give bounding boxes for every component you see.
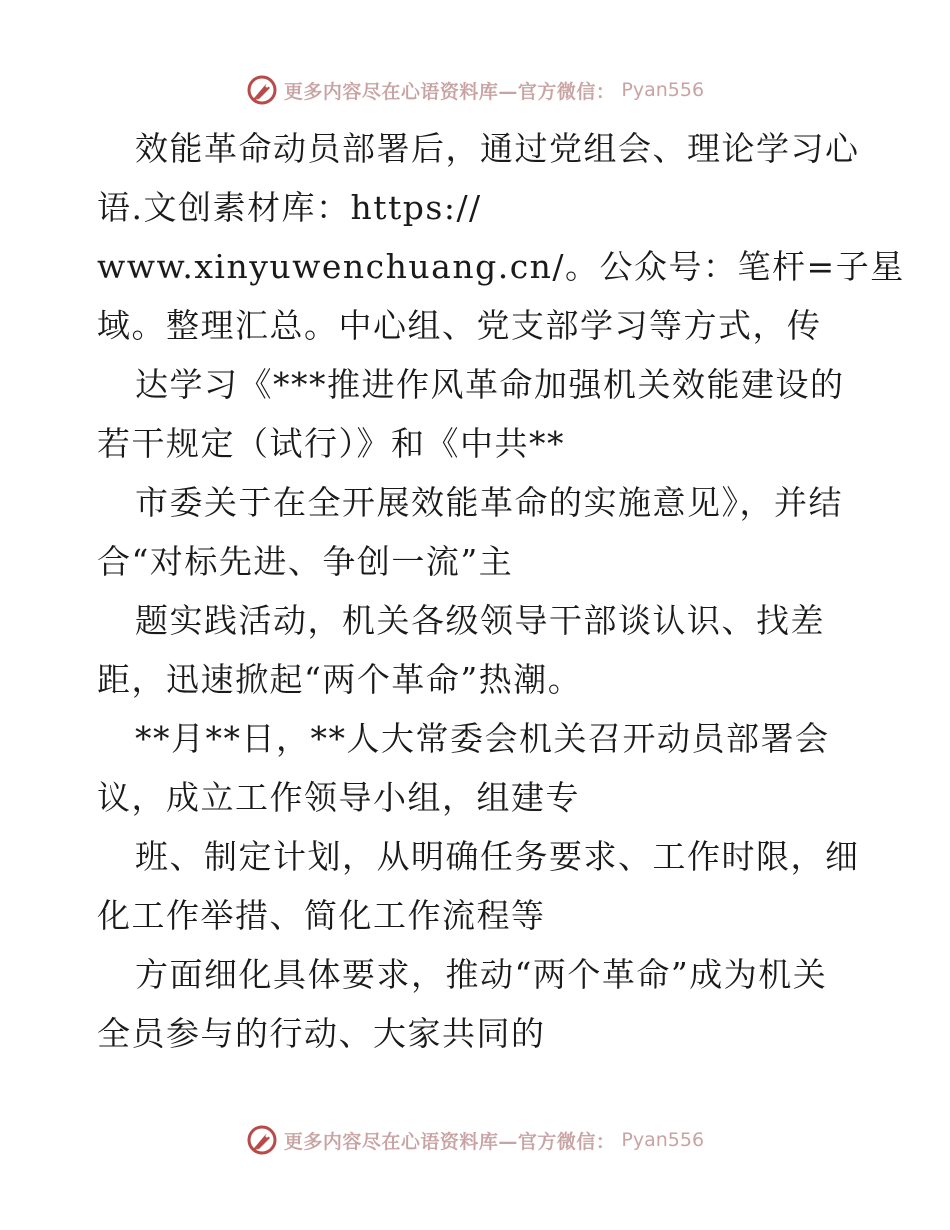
footer-banner [0, 1120, 950, 1160]
body-line: **月**日，**人大常委会机关召开动员部署会 [135, 719, 830, 758]
body-line: www.xinyuwenchuang.cn/。公众号：笔杆=子星 [97, 247, 905, 286]
header-banner [0, 70, 950, 110]
footer-banner-text: 更多内容尽在心语资料库—官方微信： [283, 1130, 616, 1153]
body-line: 域。整理汇总。中心组、党支部学习等方式，传 [97, 306, 822, 345]
pen-nib-logo-icon [246, 1124, 278, 1156]
body-line: 距，迅速掀起“两个革命”热潮。 [97, 660, 583, 699]
pen-nib-logo-icon [246, 74, 278, 106]
body-line: 若干规定（试行）》和《中共** [97, 424, 565, 463]
header-banner-text: 更多内容尽在心语资料库—官方微信： [283, 80, 616, 103]
body-line: 全员参与的行动、大家共同的 [97, 1014, 546, 1053]
body-line: 议，成立工作领导小组，组建专 [97, 778, 580, 817]
body-line: 班、制定计划，从明确任务要求、工作时限，细 [135, 837, 860, 876]
body-line: 达学习《***推进作风革命加强机关效能建设的 [135, 365, 845, 404]
document-body [97, 119, 905, 1063]
body-line: 合“对标先进、争创一流”主 [97, 542, 514, 581]
body-line: 效能革命动员部署后，通过党组会、理论学习心 [135, 129, 860, 168]
body-line: 语.文创素材库：https:// [97, 188, 482, 227]
footer-wechat-id: Pyan556 [621, 1129, 705, 1151]
body-line: 题实践活动，机关各级领导干部谈认识、找差 [135, 601, 825, 640]
body-line: 市委关于在全开展效能革命的实施意见》，并结 [135, 483, 843, 522]
body-line: 方面细化具体要求，推动“两个革命”成为机关 [135, 955, 828, 994]
body-line: 化工作举措、简化工作流程等 [97, 896, 546, 935]
header-wechat-id: Pyan556 [621, 79, 705, 101]
